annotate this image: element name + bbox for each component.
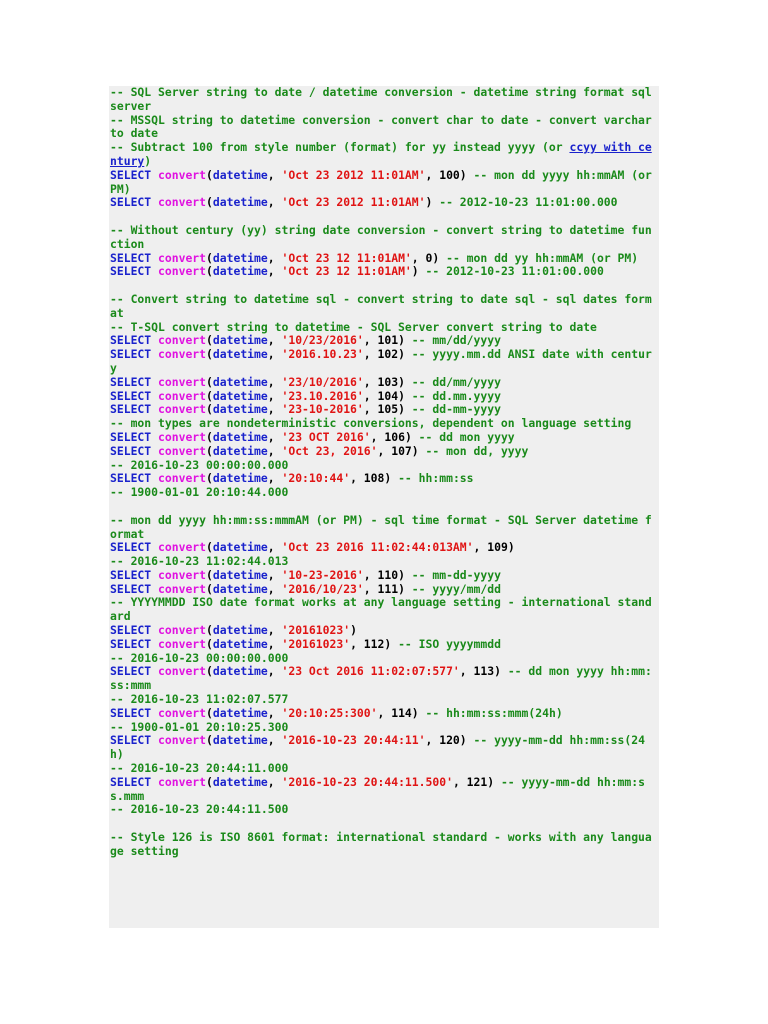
punctuation: , (363, 374, 378, 389)
code-comment: -- mm-dd-yyyy (411, 567, 501, 582)
code-line (110, 390, 655, 404)
code-line (110, 321, 655, 335)
blank-line (110, 500, 655, 514)
string-literal: '23-10-2016' (281, 402, 364, 417)
sql-keyword: SELECT (110, 429, 159, 444)
punctuation: ) (411, 264, 426, 279)
sql-function: convert (158, 195, 207, 210)
punctuation: , (363, 333, 378, 348)
punctuation: ( (206, 333, 213, 348)
code-comment: -- yyyy/mm/dd (411, 581, 501, 596)
code-line (110, 431, 655, 445)
style-number: 110 (377, 567, 399, 582)
string-literal: '20:10:25:300' (281, 705, 378, 720)
code-comment: -- mon dd, yyyy (425, 443, 529, 458)
code-comment: ) (144, 153, 152, 168)
sql-function: convert (158, 347, 207, 362)
sql-function: convert (158, 540, 207, 555)
code-comment: -- 2016-10-23 11:02:07.577 (110, 692, 289, 707)
code-comment: -- dd mon yyyy (418, 429, 515, 444)
code-line (110, 141, 655, 169)
code-comment: -- yyyy-mm-dd hh:mm:ss(24h) (110, 733, 645, 762)
style-number: 108 (363, 471, 385, 486)
punctuation: ) (350, 623, 357, 638)
sql-keyword: SELECT (110, 347, 159, 362)
code-comment: -- Without century (yy) string date conversion - convert string to datetime function (110, 222, 652, 251)
code-comment: -- 2016-10-23 20:44:11.500 (110, 802, 289, 817)
punctuation: ( (206, 264, 213, 279)
punctuation: ( (206, 195, 213, 210)
sql-keyword: SELECT (110, 167, 159, 182)
punctuation: ) (494, 664, 508, 679)
string-literal: 'Oct 23 12 11:01AM' (281, 250, 412, 265)
code-comment: -- 2012-10-23 11:01:00.000 (439, 195, 618, 210)
punctuation: , (267, 623, 282, 638)
punctuation: , (267, 774, 282, 789)
punctuation: ( (206, 443, 213, 458)
style-number: 101 (377, 333, 399, 348)
code-line (110, 762, 655, 776)
sql-function: convert (158, 264, 207, 279)
code-comment: -- hh:mm:ss (398, 471, 474, 486)
punctuation: ) (411, 443, 426, 458)
sql-keyword: SELECT (110, 623, 159, 638)
punctuation: ( (206, 429, 213, 444)
string-literal: '20:10:44' (281, 471, 351, 486)
string-literal: '23.10.2016' (281, 388, 364, 403)
punctuation: , (473, 540, 488, 555)
punctuation: , (267, 429, 282, 444)
punctuation: , (377, 443, 392, 458)
sql-keyword: SELECT (110, 636, 159, 651)
sql-type: datetime (212, 443, 268, 458)
sql-type: datetime (212, 429, 268, 444)
punctuation: , (350, 636, 364, 651)
sql-function: convert (158, 250, 207, 265)
sql-function: convert (158, 705, 207, 720)
code-line (110, 348, 655, 376)
punctuation: , (267, 333, 282, 348)
style-number: 113 (473, 664, 495, 679)
punctuation: , (267, 195, 282, 210)
punctuation: , (267, 250, 282, 265)
code-listing (109, 86, 659, 928)
string-literal: 'Oct 23, 2016' (281, 443, 378, 458)
punctuation: ( (206, 705, 213, 720)
code-line (110, 334, 655, 348)
code-line (110, 167, 659, 197)
code-line (110, 445, 655, 459)
code-line (110, 196, 655, 210)
code-comment: -- dd-mm-yyyy (411, 402, 501, 417)
style-number: 105 (377, 402, 399, 417)
code-comment: -- 2012-10-23 11:01:00.000 (425, 264, 604, 279)
punctuation: ( (206, 774, 213, 789)
sql-function: convert (158, 333, 207, 348)
sql-type: datetime (212, 733, 268, 748)
code-line (110, 776, 655, 804)
sql-function: convert (158, 636, 207, 651)
sql-keyword: SELECT (110, 250, 159, 265)
punctuation: ( (206, 733, 213, 748)
string-literal: '23 OCT 2016' (281, 429, 371, 444)
sql-function: convert (158, 664, 207, 679)
string-literal: '23 Oct 2016 11:02:07:577' (281, 664, 460, 679)
sql-type: datetime (212, 623, 268, 638)
punctuation: ) (487, 774, 501, 789)
punctuation: ( (206, 250, 213, 265)
punctuation: ) (398, 347, 412, 362)
sql-keyword: SELECT (110, 374, 159, 389)
punctuation: ( (206, 581, 213, 596)
code-comment: -- 2016-10-23 20:44:11.000 (110, 761, 289, 776)
punctuation: ) (404, 429, 419, 444)
string-literal: 'Oct 23 2012 11:01AM' (281, 167, 426, 182)
punctuation: , (363, 581, 378, 596)
code-comment: -- MSSQL string to datetime conversion - convert char to date - convert varchar to date (110, 112, 659, 141)
punctuation: ) (398, 402, 412, 417)
code-line (110, 112, 659, 142)
sql-function: convert (158, 623, 207, 638)
sql-keyword: SELECT (110, 733, 159, 748)
code-comment: -- hh:mm:ss:mmm(24h) (425, 705, 563, 720)
punctuation: ( (206, 471, 213, 486)
punctuation: , (267, 733, 282, 748)
style-number: 102 (377, 347, 399, 362)
punctuation: , (370, 429, 385, 444)
punctuation: , (363, 567, 378, 582)
punctuation: , (267, 402, 282, 417)
punctuation: ) (459, 733, 474, 748)
punctuation: ( (206, 636, 213, 651)
sql-keyword: SELECT (110, 264, 159, 279)
code-comment: -- T-SQL convert string to datetime - SQL Server convert string to date (110, 319, 597, 334)
sql-keyword: SELECT (110, 567, 159, 582)
code-line (110, 541, 655, 555)
code-line (110, 265, 655, 279)
punctuation: , (377, 705, 392, 720)
sql-type: datetime (212, 374, 268, 389)
sql-function: convert (158, 374, 207, 389)
code-line (110, 376, 655, 390)
sql-type: datetime (212, 705, 268, 720)
code-line (110, 86, 659, 114)
sql-function: convert (158, 167, 207, 182)
code-comment: -- yyyy-mm-dd hh:mm:ss.mmm (110, 774, 645, 803)
punctuation: ) (384, 471, 399, 486)
string-literal: '20161023' (281, 623, 351, 638)
code-line (110, 638, 655, 652)
code-line (110, 596, 655, 624)
style-number: 100 (439, 167, 460, 182)
code-comment: -- 2016-10-23 11:02:44.013 (110, 554, 289, 569)
style-number: 109 (487, 540, 508, 555)
punctuation: ( (206, 347, 213, 362)
string-literal: '20161023' (281, 636, 351, 651)
code-comment: -- Style 126 is ISO 8601 format: international standard - works with any language setting (110, 830, 652, 858)
code-comment: -- mon dd yy hh:mmAM (or PM) (446, 250, 639, 265)
code-line (110, 831, 655, 859)
sql-type: datetime (212, 774, 268, 789)
sql-function: convert (158, 443, 207, 458)
code-line (110, 403, 655, 417)
sql-type: datetime (212, 250, 268, 265)
sql-type: datetime (212, 581, 268, 596)
code-line (110, 555, 655, 569)
blank-line (110, 817, 655, 831)
sql-keyword: SELECT (110, 333, 159, 348)
code-comment: -- mm/dd/yyyy (411, 333, 501, 348)
code-line (110, 459, 655, 473)
code-comment: -- dd/mm/yyyy (411, 374, 501, 389)
sql-function: convert (158, 581, 207, 596)
code-line (110, 252, 655, 266)
sql-type: datetime (212, 664, 268, 679)
sql-keyword: SELECT (110, 443, 159, 458)
sql-type: datetime (212, 195, 268, 210)
string-literal: 'Oct 23 2016 11:02:44:013AM' (281, 540, 474, 555)
punctuation: ( (206, 402, 213, 417)
sql-function: convert (158, 733, 207, 748)
punctuation: , (267, 347, 282, 362)
sql-type: datetime (212, 402, 268, 417)
sql-keyword: SELECT (110, 705, 159, 720)
punctuation: ) (432, 250, 447, 265)
code-comment: -- mon dd yyyy hh:mm:ss:mmmAM (or PM) - sql time format - SQL Server datetime format (110, 512, 652, 541)
code-line (110, 624, 655, 638)
punctuation: , (267, 374, 282, 389)
style-number: 114 (391, 705, 412, 720)
sql-function: convert (158, 402, 207, 417)
sql-type: datetime (212, 388, 268, 403)
code-line (110, 693, 655, 707)
code-line (110, 472, 655, 486)
inline-link[interactable]: ccyy with century (110, 140, 652, 168)
code-line (110, 665, 655, 693)
blank-line (110, 210, 655, 224)
punctuation: ( (206, 664, 213, 679)
string-literal: '2016/10/23' (281, 581, 364, 596)
punctuation: ( (206, 374, 213, 389)
code-comment: -- Convert string to datetime sql - convert string to date sql - sql dates format (110, 291, 652, 320)
sql-keyword: SELECT (110, 774, 159, 789)
code-comment: -- 2016-10-23 00:00:00.000 (110, 457, 289, 472)
sql-keyword: SELECT (110, 471, 159, 486)
code-line (110, 583, 655, 597)
blank-line (110, 279, 655, 293)
punctuation: , (411, 250, 426, 265)
punctuation: , (267, 705, 282, 720)
string-literal: 'Oct 23 2012 11:01AM' (281, 195, 426, 210)
sql-type: datetime (212, 347, 268, 362)
punctuation: , (363, 402, 378, 417)
sql-type: datetime (212, 471, 268, 486)
style-number: 112 (363, 636, 385, 651)
code-line (110, 293, 655, 321)
sql-type: datetime (212, 540, 268, 555)
punctuation: , (459, 664, 474, 679)
style-number: 120 (439, 733, 460, 748)
punctuation: ) (507, 540, 515, 555)
code-comment: -- mon types are nondeterministic conversions, dependent on language setting (110, 416, 632, 431)
style-number: 106 (384, 429, 405, 444)
string-literal: '10-23-2016' (281, 567, 364, 582)
punctuation: , (267, 567, 282, 582)
punctuation: ) (398, 388, 412, 403)
punctuation: , (267, 264, 282, 279)
style-number: 103 (377, 374, 399, 389)
sql-type: datetime (212, 636, 268, 651)
code-comment: -- YYYYMMDD ISO date format works at any language setting - international standard (110, 595, 652, 624)
punctuation: , (267, 388, 282, 403)
punctuation: , (267, 581, 282, 596)
punctuation: ( (206, 388, 213, 403)
punctuation: , (363, 347, 378, 362)
code-line (110, 514, 655, 542)
code-comment: -- 1900-01-01 20:10:25.300 (110, 719, 289, 734)
sql-keyword: SELECT (110, 581, 159, 596)
style-number: 107 (391, 443, 412, 458)
punctuation: ( (206, 540, 213, 555)
code-comment: -- Subtract 100 from style number (format) for yy instead yyyy (or (110, 140, 570, 155)
sql-keyword: SELECT (110, 540, 159, 555)
style-number: 104 (377, 388, 399, 403)
code-line (110, 569, 655, 583)
code-comment: -- 2016-10-23 00:00:00.000 (110, 650, 289, 665)
code-line (110, 803, 655, 817)
punctuation: , (267, 636, 282, 651)
code-comment: -- 1900-01-01 20:10:44.000 (110, 485, 289, 500)
punctuation: ( (206, 167, 213, 182)
sql-keyword: SELECT (110, 664, 159, 679)
code-line (110, 721, 655, 735)
string-literal: '2016.10.23' (281, 347, 364, 362)
sql-type: datetime (212, 167, 268, 182)
sql-function: convert (158, 774, 207, 789)
punctuation: ) (411, 705, 426, 720)
sql-function: convert (158, 429, 207, 444)
string-literal: '23/10/2016' (281, 374, 364, 389)
code-comment: -- dd.mm.yyyy (411, 388, 501, 403)
sql-type: datetime (212, 264, 268, 279)
string-literal: '2016-10-23 20:44:11' (281, 733, 426, 748)
sql-function: convert (158, 567, 207, 582)
string-literal: '10/23/2016' (281, 333, 364, 348)
style-number: 0 (425, 250, 433, 265)
code-line (110, 734, 655, 762)
punctuation: , (267, 540, 282, 555)
punctuation: ) (425, 195, 440, 210)
punctuation: , (425, 733, 440, 748)
sql-keyword: SELECT (110, 195, 159, 210)
punctuation: , (267, 443, 282, 458)
punctuation: ) (398, 581, 412, 596)
sql-type: datetime (212, 567, 268, 582)
punctuation: , (452, 774, 467, 789)
punctuation: , (350, 471, 364, 486)
sql-type: datetime (212, 333, 268, 348)
punctuation: , (267, 167, 282, 182)
code-comment: -- dd mon yyyy hh:mm:ss:mmm (110, 664, 652, 693)
punctuation: , (267, 664, 282, 679)
punctuation: ) (398, 333, 412, 348)
code-line (110, 707, 655, 721)
punctuation: ) (384, 636, 399, 651)
style-number: 111 (377, 581, 399, 596)
punctuation: ) (398, 567, 412, 582)
code-comment: -- mon dd yyyy hh:mmAM (or PM) (110, 167, 659, 196)
sql-function: convert (158, 471, 207, 486)
punctuation: , (425, 167, 440, 182)
code-comment: -- yyyy.mm.dd ANSI date with century (110, 347, 652, 375)
sql-function: convert (158, 388, 207, 403)
punctuation: ( (206, 623, 213, 638)
code-line (110, 224, 655, 252)
code-line (110, 486, 655, 500)
punctuation: ( (206, 567, 213, 582)
code-line (110, 417, 655, 431)
string-literal: '2016-10-23 20:44:11.500' (281, 774, 453, 789)
punctuation: , (267, 471, 282, 486)
sql-keyword: SELECT (110, 402, 159, 417)
style-number: 121 (466, 774, 488, 789)
sql-keyword: SELECT (110, 388, 159, 403)
code-comment: -- ISO yyyymmdd (398, 636, 501, 651)
punctuation: ) (459, 167, 474, 182)
string-literal: 'Oct 23 12 11:01AM' (281, 264, 412, 279)
code-line (110, 652, 655, 666)
code-comment: -- SQL Server string to date / datetime conversion - datetime string format sql server (110, 86, 659, 113)
punctuation: , (363, 388, 378, 403)
punctuation: ) (398, 374, 412, 389)
